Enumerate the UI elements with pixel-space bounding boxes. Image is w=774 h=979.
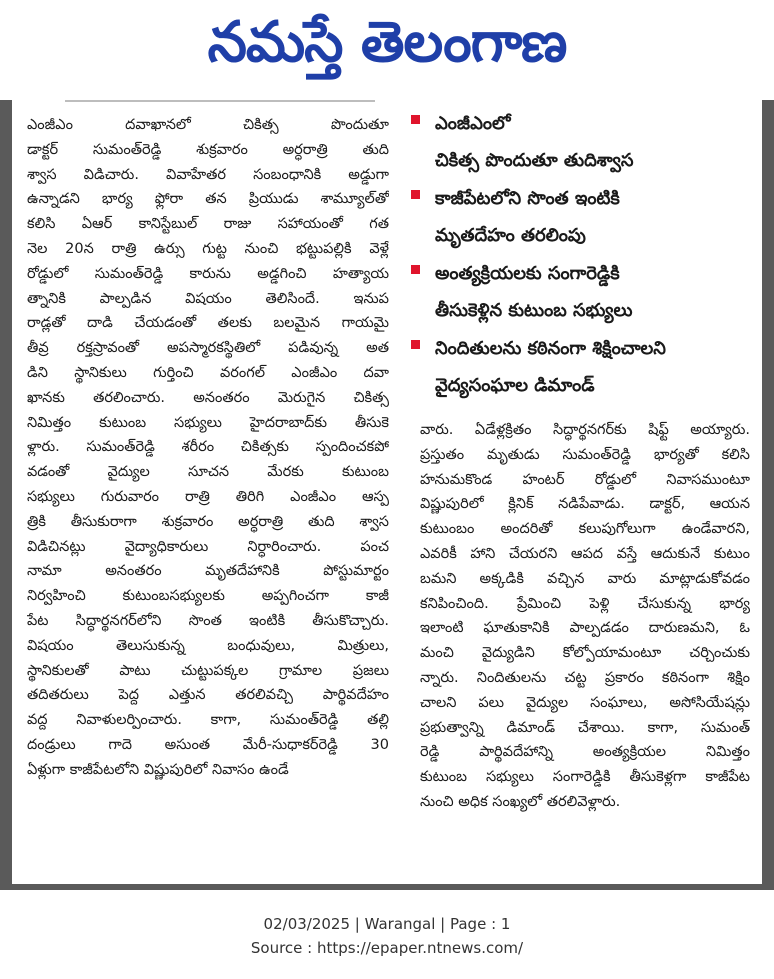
article-line: ప్రభుత్వాన్ని డిమాండ్ చేశాయి. కాగా, సుమంత్ xyxy=(420,719,750,736)
bottom-border xyxy=(0,884,774,890)
masthead-title: నమస్తే తెలంగాణ xyxy=(207,10,567,75)
article-line: కలిసి ఏఆర్ కానిస్టేబుల్ రాజు సహాయంతో గత xyxy=(27,216,389,233)
article-line: ఇలాంటి ఘాతుకానికి పాల్పడడం దారుణమని, ఓ xyxy=(420,620,750,637)
article-line: విషయం తెలుసుకున్న బంధువులు, మిత్రులు, xyxy=(27,637,389,654)
article-line: ఎవరికీ హాని చేయరని ఆపద వస్తే ఆదుకునే కుటుం xyxy=(420,545,750,562)
article-line: కుటుంబ సభ్యులు సంగారెడ్డికి తీసుకెళ్లగా కాజీపేట xyxy=(420,769,750,786)
right-border xyxy=(762,100,774,888)
footer xyxy=(0,912,774,960)
highlight-item xyxy=(411,105,751,179)
article-line: నిర్వహించి కుటుంబసభ్యులకు అప్పగించగా కాజీ xyxy=(27,588,389,605)
article-line: రెడ్డి పార్థివదేహాన్ని అంత్యక్రియల నిమిత్తం xyxy=(420,744,750,761)
article-line: స్థానికులతో పాటు చుట్టుపక్కల గ్రామాల ప్రజలు xyxy=(27,662,389,679)
article-line: విష్ణుపురిలో క్లినిక్ నడిపేవాడు. డాక్టర్, ఆయన xyxy=(420,496,750,513)
article-line: వద్ద నివాళులర్పించారు. కాగా, సుమంత్‌రెడ్డి తల్లి xyxy=(27,712,389,729)
masthead xyxy=(0,0,774,90)
article-line: త్రికి తీసుకురాగా శుక్రవారం అర్ధరాత్రి తుది శ్వాస xyxy=(27,513,389,530)
left-border xyxy=(0,100,12,888)
highlights-box xyxy=(397,100,755,410)
article-line: పేట సిద్ధార్థనగర్‌లోని సొంత ఇంటికి తీసుకొచ్చారు. xyxy=(27,612,389,629)
highlight-item xyxy=(411,255,751,329)
highlight-line: అంత్యక్రియలకు సంగారెడ్డికి xyxy=(435,263,620,284)
article-line: వారు. ఏడేళ్లక్రితం సిద్ధార్థనగర్‌కు షిఫ్ట్ అయ్యారు. xyxy=(420,422,750,438)
article-line: సభ్యులు గురువారం రాత్రి తిరిగి ఎంజీఎం ఆస్ప xyxy=(27,488,389,505)
bullet-square-icon xyxy=(411,265,420,274)
top-rule xyxy=(65,100,375,102)
article-line: డిని స్థానికులు గుర్తించి వరంగల్ ఎంజీఎం దవా xyxy=(27,364,389,381)
article-line: ఖానకు తరలించారు. అనంతరం మెరుగైన చికిత్స xyxy=(27,389,389,406)
article-line: రోడ్డులో సుమంత్‌రెడ్డి కారును అడ్డగించి హత్యాయ xyxy=(27,265,389,282)
highlight-line: ఎంజీఎంలో xyxy=(435,113,511,134)
article-line: నిమిత్తం కుటుంబ సభ్యులు హైదరాబాద్‌కు తీసుకె xyxy=(27,414,389,431)
highlight-line: మృతదేహం తరలింపు xyxy=(435,225,586,246)
highlight-line: వైద్యసంఘాల డిమాండ్ xyxy=(435,375,595,396)
article-line: విడిచినట్లు వైద్యాధికారులు నిర్ధారించారు. పంచ xyxy=(27,538,389,555)
article-column-left xyxy=(27,113,389,783)
article-line: తదితరులు పెద్ద ఎత్తున తరలివచ్చి పార్థివదేహం xyxy=(27,687,389,704)
highlight-item xyxy=(411,330,751,404)
article-line: నామా అనంతరం మృతదేహానికి పోస్టుమార్టం xyxy=(27,563,389,580)
article-line: నెల 20న రాత్రి ఉర్సు గుట్ట నుంచి భట్టుపల్లికి వెళ్లే xyxy=(27,240,389,257)
article-line: తీవ్ర రక్తస్రావంతో అపస్మారకస్థితిలో పడివున్న అత xyxy=(27,340,389,357)
bullet-square-icon xyxy=(411,340,420,349)
highlight-line: తీసుకెళ్లిన కుటుంబ సభ్యులు xyxy=(435,300,633,321)
article-line: రాడ్లతో దాడి చేయడంతో తలకు బలమైన గాయమై xyxy=(27,315,389,332)
footer-edition-line: 02/03/2025 | Warangal | Page : 1 xyxy=(263,915,511,933)
article-line: ళ్లారు. సుమంత్‌రెడ్డి శరీరం చికిత్సకు స్పందించకపో xyxy=(27,439,389,456)
article-line: శ్వాస విడిచారు. వివాహేతర సంబంధానికి అడ్డుగా xyxy=(27,166,389,183)
highlight-line: చికిత్స పొందుతూ తుదిశ్వాస xyxy=(435,150,634,171)
article-line: ఎంజీఎం దవాఖానలో చికిత్స పొందుతూ xyxy=(27,117,389,133)
article-line: హనుమకొండ హంటర్ రోడ్డులో నివాసముంటూ xyxy=(420,471,750,488)
highlight-line: కాజీపేటలోని సొంత ఇంటికి xyxy=(435,188,620,209)
article-column-right xyxy=(420,418,750,815)
article-line: చాలని పలు వైద్యుల సంఘాలు, అసోసియేషన్లు xyxy=(420,694,750,711)
article-line: కనిపించింది. ప్రేమించి పెళ్లి చేసుకున్న భార్య xyxy=(420,595,750,612)
article-line: మంచి వైద్యుడిని కోల్పోయామంటూ చర్చించుకు xyxy=(420,645,750,662)
article-line: దండ్రులు గాదె అసుంత మేరీ-సుధాకర్‌రెడ్డి 30 xyxy=(27,736,389,753)
article-line: డాక్టర్ సుమంత్‌రెడ్డి శుక్రవారం అర్ధరాత్రి తుది xyxy=(27,141,389,158)
footer-source-line: Source : https://epaper.ntnews.com/ xyxy=(250,939,524,957)
clipping-area xyxy=(0,100,774,890)
article-line: కుటుంబం అందరితో కలుపుగోలుగా ఉండేవారని, xyxy=(420,521,750,538)
article-line: నుంచి అధిక సంఖ్యలో తరలివెళ్లారు. xyxy=(420,793,621,810)
article-line: ఏళ్లుగా కాజీపేటలోని విష్ణుపురిలో నివాసం ఉండే xyxy=(27,761,289,778)
article-line: ప్రస్తుతం మృతుడు సుమంత్‌రెడ్డి భార్యతో కలిసి xyxy=(420,446,750,463)
article-line: న్నారు. నిందితులను చట్ట ప్రకారం కఠినంగా శిక్షిం xyxy=(420,669,750,686)
highlight-line: నిందితులను కఠినంగా శిక్షించాలని xyxy=(435,338,666,359)
bullet-square-icon xyxy=(411,115,420,124)
bullet-square-icon xyxy=(411,190,420,199)
highlight-item xyxy=(411,180,751,254)
article-line: వడంతో వైద్యుల సూచన మేరకు కుటుంబ xyxy=(27,464,389,481)
article-line: త్నానికి పాల్పడిన విషయం తెలిసిందే. ఇనుప xyxy=(27,290,389,307)
article-line: బమని అక్కడికి వచ్చిన వారు మాట్లాడుకోవడం xyxy=(420,570,750,587)
article-line: ఉన్నాడని భార్య ఫ్లోరా తన ప్రియుడు శామ్యూల్‌తో xyxy=(27,191,389,208)
